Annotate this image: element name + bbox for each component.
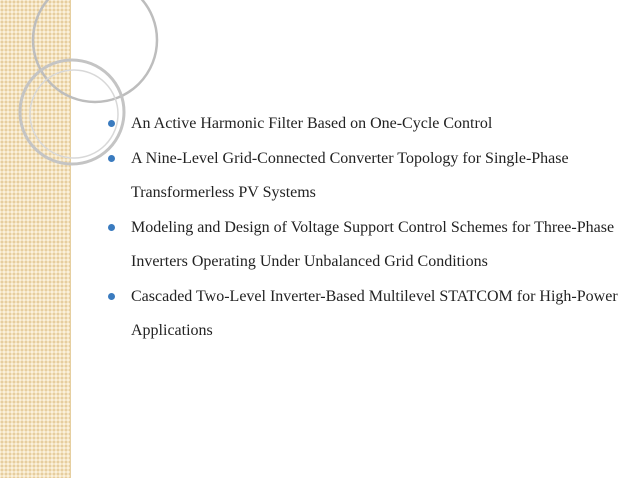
bullet-item [106, 142, 626, 210]
bullet-text: Modeling and Design of Voltage Support Control Schemes for Three-Phase Inverters Operating Under Unbalanced Grid Conditions [131, 219, 615, 270]
decorative-side-band [0, 0, 70, 478]
bullet-dot-icon [108, 120, 115, 127]
band-edge-line [70, 0, 71, 478]
bullet-list [106, 107, 626, 349]
bullet-item [106, 280, 626, 348]
bullet-dot-icon [108, 224, 115, 231]
bullet-dot-icon [108, 155, 115, 162]
bullet-item [106, 107, 626, 141]
bullet-text: Cascaded Two-Level Inverter-Based Multilevel STATCOM for High-Power Applications [131, 288, 618, 339]
bullet-text: An Active Harmonic Filter Based on One-Cycle Control [131, 115, 493, 132]
bullet-text: A Nine-Level Grid-Connected Converter Topology for Single-Phase Transformerless PV Systems [131, 150, 569, 201]
bullet-item [106, 211, 626, 279]
bullet-dot-icon [108, 293, 115, 300]
